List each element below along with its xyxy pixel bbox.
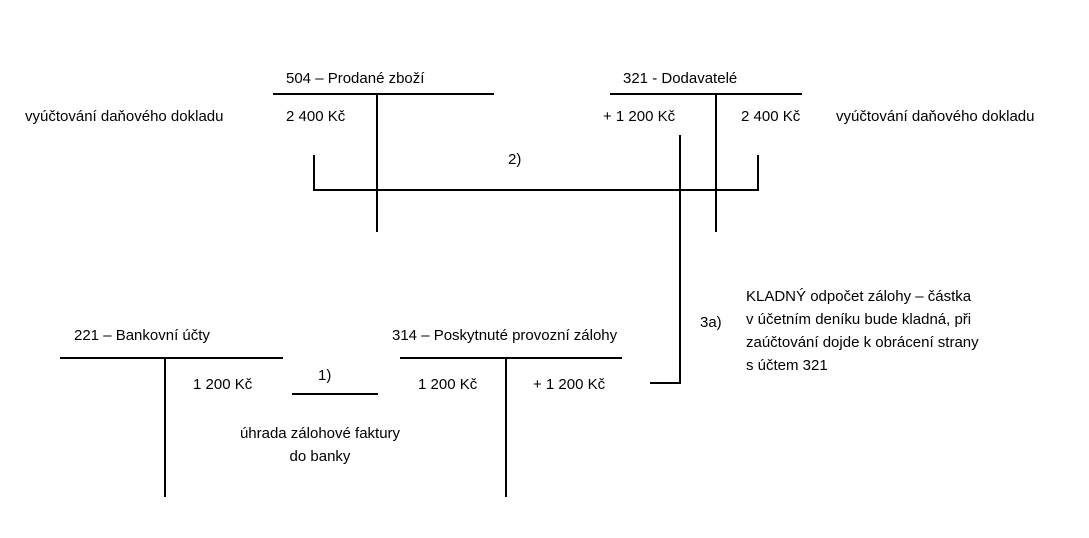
account-314-title: 314 – Poskytnuté provozní zálohy [392,327,618,344]
account-504-debit: 2 400 Kč [286,108,346,125]
step-3a-label: 3a) [700,314,722,331]
account-321-credit: 2 400 Kč [741,108,801,125]
account-321-debit: + 1 200 Kč [603,108,676,125]
account-321-title: 321 - Dodavatelé [623,70,738,87]
account-221-credit: 1 200 Kč [193,376,253,393]
account-314-credit: + 1 200 Kč [533,376,606,393]
account-314-debit: 1 200 Kč [418,376,478,393]
right-settlement-label: vyúčtování daňového dokladu [836,108,1035,125]
account-221-title: 221 – Bankovní účty [74,327,210,344]
left-settlement-label: vyúčtování daňového dokladu [25,108,224,125]
annotation-note: KLADNÝ odpočet zálohy – částka v účetním deníku bude kladná, při zaúčtování dojde k obrácení strany s účtem 321 [746,288,979,374]
account-504-title: 504 – Prodané zboží [286,70,425,87]
connector-step-2 [314,155,758,190]
payment-note: úhrada zálohové faktury do banky [239,425,401,465]
step-2-label: 2) [508,151,522,168]
connector-step-3a [650,135,680,383]
step-1-label: 1) [318,367,332,384]
